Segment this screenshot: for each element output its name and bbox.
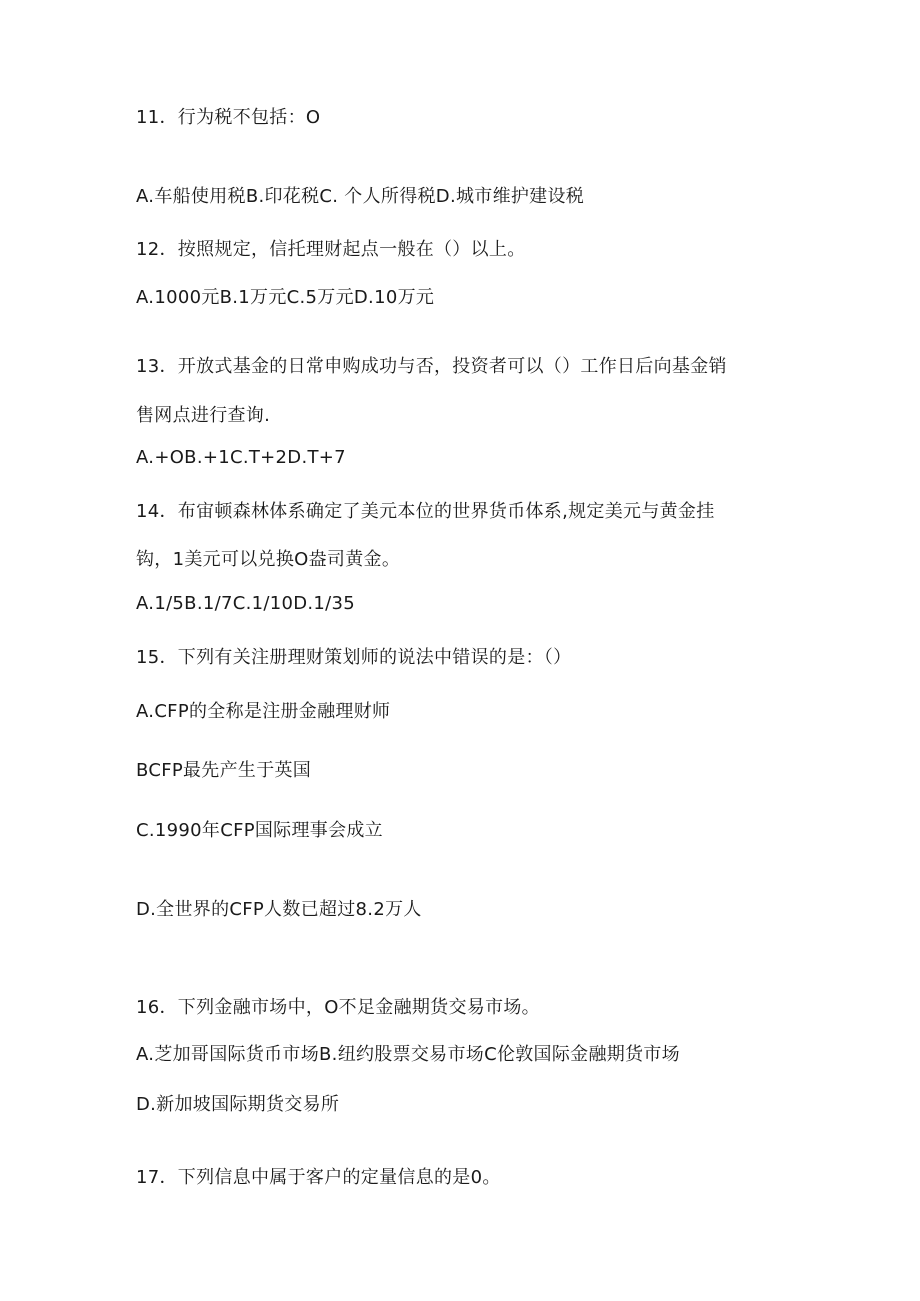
- question-15-stem: 15．下列有关注册理财策划师的说法中错误的是：（）: [136, 647, 572, 668]
- question-15-option-d: D.全世界的CFP人数已超过8.2万人: [136, 899, 422, 920]
- question-15-option-b: BCFP最先产生于英国: [136, 760, 312, 781]
- question-16-options: A.芝加哥国际货币市场B.纽约股票交易市场C伦敦国际金融期货市场: [136, 1044, 680, 1065]
- question-11-stem: 11．行为税不包括：O: [136, 107, 321, 128]
- question-15-option-c: C.1990年CFP国际理事会成立: [136, 820, 383, 841]
- question-14-stem-continued: 钩，1美元可以兑换O盎司黄金。: [136, 549, 401, 570]
- question-15-option-a: A.CFP的全称是注册金融理财师: [136, 701, 391, 722]
- question-12-stem: 12．按照规定，信托理财起点一般在（）以上。: [136, 239, 526, 260]
- question-13-options: A.+OB.+1C.T+2D.T+7: [136, 447, 346, 468]
- question-11-options: A.车船使用税B.印花税C. 个人所得税D.城市维护建设税: [136, 186, 585, 207]
- question-12-options: A.1000元B.1万元C.5万元D.10万元: [136, 287, 435, 308]
- question-16-option-d: D.新加坡国际期货交易所: [136, 1094, 340, 1115]
- question-13-stem-continued: 售网点进行查询.: [136, 405, 271, 426]
- question-14-options: A.1/5B.1/7C.1/10D.1/35: [136, 593, 356, 614]
- question-14-stem: 14．布宙顿森林体系确定了美元本位的世界货币体系,规定美元与黄金挂: [136, 501, 715, 522]
- question-16-stem: 16．下列金融市场中，O不足金融期货交易市场。: [136, 997, 540, 1018]
- question-13-stem: 13．开放式基金的日常申购成功与否，投资者可以（）工作日后向基金销: [136, 356, 727, 377]
- question-17-stem: 17．下列信息中属于客户的定量信息的是0。: [136, 1167, 501, 1188]
